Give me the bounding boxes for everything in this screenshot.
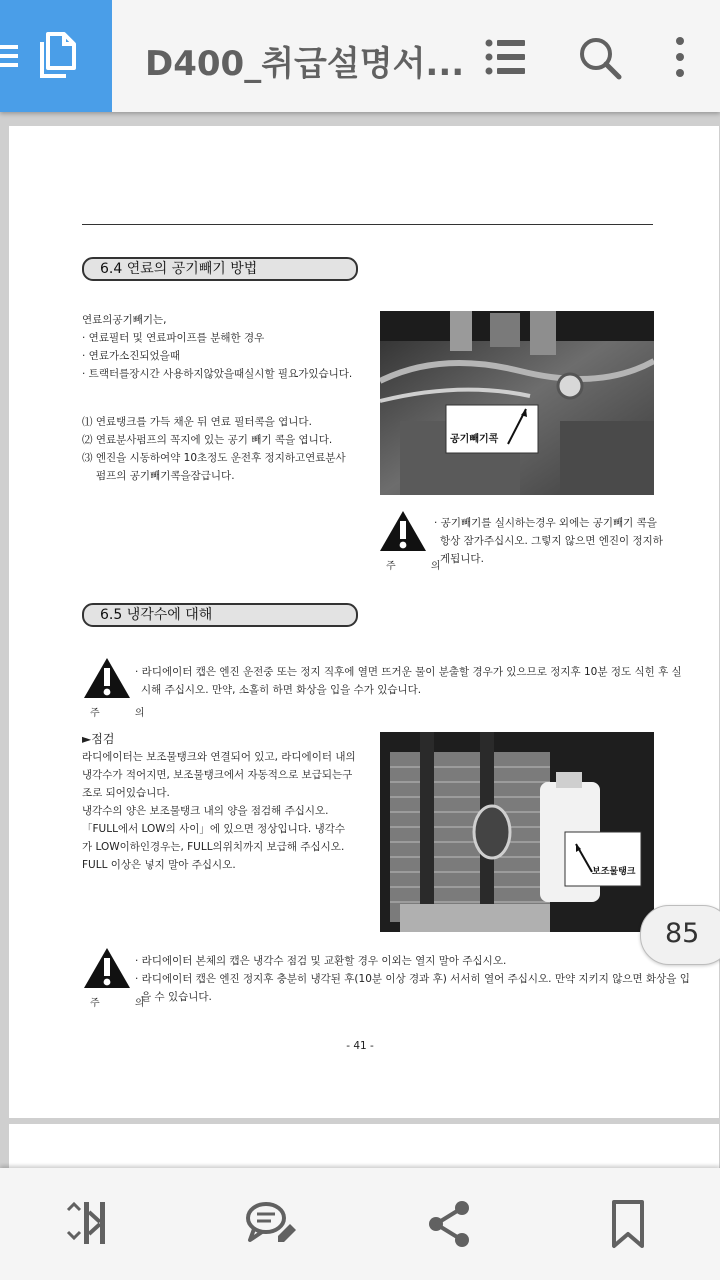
search-icon[interactable] [578,36,622,80]
caution-label: 주 의 [90,998,161,1009]
intro-line: · 연료필터 및 연료파이프를 분해한 경우 [82,332,265,344]
step-line: ⑴ 연료탱크를 가득 채운 뒤 연료 필터콕을 엽니다. [82,416,312,428]
pdf-page[interactable] [9,126,719,1118]
caution-block-2 [82,656,161,719]
document-drawer-button[interactable] [0,0,112,112]
section-heading-6-5: 6.5 냉각수에 대해 [82,603,358,627]
top-app-bar [0,0,720,112]
intro-line: · 트랙터를장시간 사용하지않았을때실시할 필요가있습니다. [82,368,353,380]
document-title: D400_취급설명서... [145,44,465,84]
caution-block-3 [82,946,161,1009]
page-number: - 41 - [346,1040,374,1052]
section1-intro [82,311,352,383]
radiator-photo [380,732,654,932]
hamburger-icon [0,45,20,69]
section1-steps [82,413,346,485]
caution-text-3: · 라디에이터 본체의 캡은 냉각수 점검 및 교환할 경우 이외는 열지 말아 주십시오. · 라디에이터 캡은 엔진 정지후 충분히 냉각된 후(10분 이상 경과 후) 서서히 열어 주십시오. 만약 지키지 않으면 화상을 입 을 수 있습니다. [135,955,690,1003]
caution-label: 주 의 [90,708,161,719]
share-icon[interactable] [424,1198,476,1250]
bookmark-icon[interactable] [604,1198,656,1250]
bottom-toolbar [0,1168,720,1280]
check-section: ►점검 라디에이터는 보조물탱크와 연결되어 있고, 라디에이터 내의 냉각수가 적어지면, 보조물탱크에서 자동적으로 보급되는구 조로 되어있습니다. 냉각수의 양은 보조물탱크 내의 양을 점검해 주십시오. 「FULL에서 LOW의 사이」에 있으면 정상입니다. 냉각수 가 LOW이하인경우는, FULL의위치까지 보급해 주십시오. FULL 이상은 넣지 말아 주십시오. [82,732,356,871]
check-title: ►점검 [82,732,115,746]
header-rule [82,224,653,225]
photo-label-reserve-tank: 보조물탱크 [592,867,636,877]
list-icon[interactable] [484,36,528,80]
caution-text-1: · 공기빼기를 실시하는경우 외에는 공기빼기 콕을 항상 잠가주십시오. 그렇지 않으면 엔진이 정지하 게됩니다. [434,517,663,565]
warning-icon [82,946,132,990]
current-page-number: 85 [665,918,700,949]
page-indicator-badge[interactable] [640,905,720,965]
step-line: ⑵ 연료분사펌프의 꼭지에 있는 공기 빼기 콕을 엽니다. [82,434,333,446]
document-icon [38,32,76,78]
more-vert-icon[interactable] [658,36,702,80]
warning-icon [378,509,428,553]
fit-width-icon[interactable] [62,1198,114,1250]
caution-block-1 [378,509,457,572]
section-heading-6-4: 6.4 연료의 공기빼기 방법 [82,257,358,281]
intro-line: 연료의공기빼기는, [82,314,167,326]
comment-icon[interactable] [244,1198,296,1250]
engine-photo [380,311,654,495]
caution-text-2: · 라디에이터 캡은 엔진 운전중 또는 정지 직후에 열면 뜨거운 물이 분출할 경우가 있으므로 정지후 10분 정도 식힌 후 실 시해 주십시오. 만약, 소홀히 하면 화상을 입을 수가 있습니다. [135,666,682,696]
caution-label: 주 의 [386,561,457,572]
warning-icon [82,656,132,700]
intro-line: · 연료가소진되었을때 [82,350,180,362]
photo-label-air-vent-cock: 공기빼기콕 [450,434,499,445]
step-line: 펌프의 공기빼기콕을잠급니다. [96,470,235,482]
step-line: ⑶ 엔진을 시동하여약 10초정도 운전후 정지하고연료분사 [82,452,346,464]
